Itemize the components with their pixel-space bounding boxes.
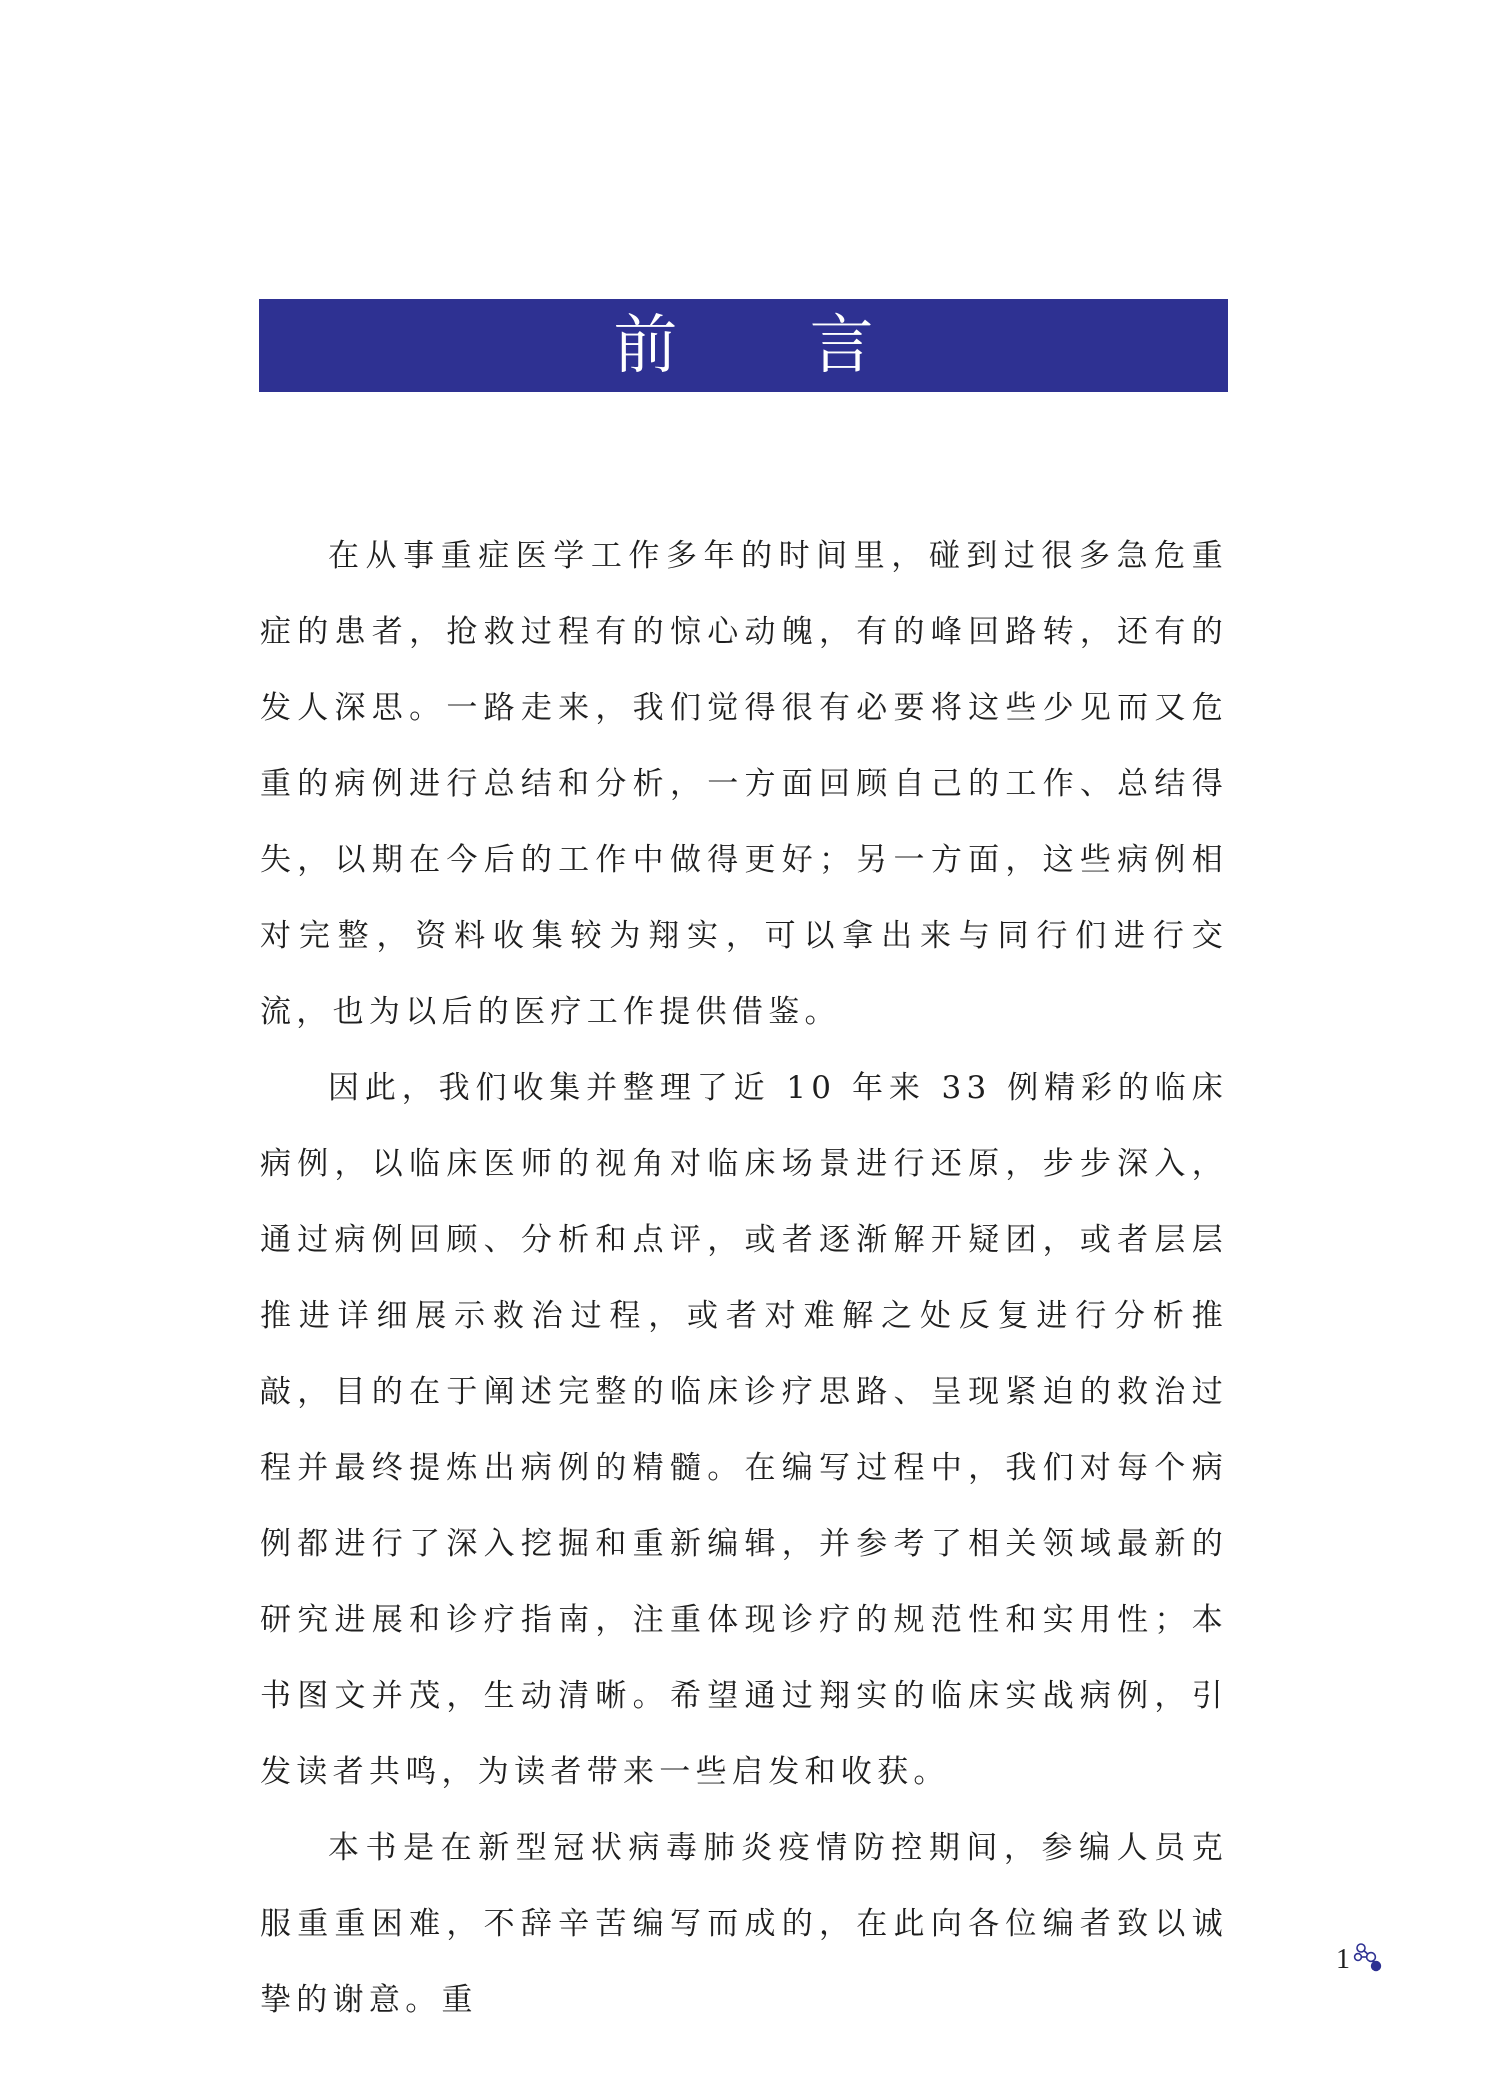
page-footer [1336, 1934, 1384, 1974]
title-banner [259, 299, 1228, 392]
body-text [260, 518, 1228, 2038]
page-title: 前 言 [613, 308, 930, 383]
page-number: 1 [1336, 1944, 1350, 1975]
paragraph: 本书是在新型冠状病毒肺炎疫情防控期间，参编人员克服重重困难，不辞辛苦编写而成的，在此向各位编者致以诚挚的谢意。重 [260, 1830, 1228, 2018]
molecule-icon [1352, 1940, 1384, 1974]
paragraph: 在从事重症医学工作多年的时间里，碰到过很多急危重症的患者，抢救过程有的惊心动魄，有的峰回路转，还有的发人深思。一路走来，我们觉得很有必要将这些少见而又危重的病例进行总结和分析，一方面回顾自己的工作、总结得失，以期在今后的工作中做得更好；另一方面，这些病例相对完整，资料收集较为翔实，可以拿出来与同行们进行交流，也为以后的医疗工作提供借鉴。 [260, 538, 1228, 1030]
paragraph: 因此，我们收集并整理了近 10 年来 33 例精彩的临床病例，以临床医师的视角对临床场景进行还原，步步深入，通过病例回顾、分析和点评，或者逐渐解开疑团，或者层层推进详细展示救治过程，或者对难解之处反复进行分析推敲，目的在于阐述完整的临床诊疗思路、呈现紧迫的救治过程并最终提炼出病例的精髓。在编写过程中，我们对每个病例都进行了深入挖掘和重新编辑，并参考了相关领域最新的研究进展和诊疗指南，注重体现诊疗的规范性和实用性；本书图文并茂，生动清晰。希望通过翔实的临床实战病例，引发读者共鸣，为读者带来一些启发和收获。 [260, 1070, 1228, 1790]
